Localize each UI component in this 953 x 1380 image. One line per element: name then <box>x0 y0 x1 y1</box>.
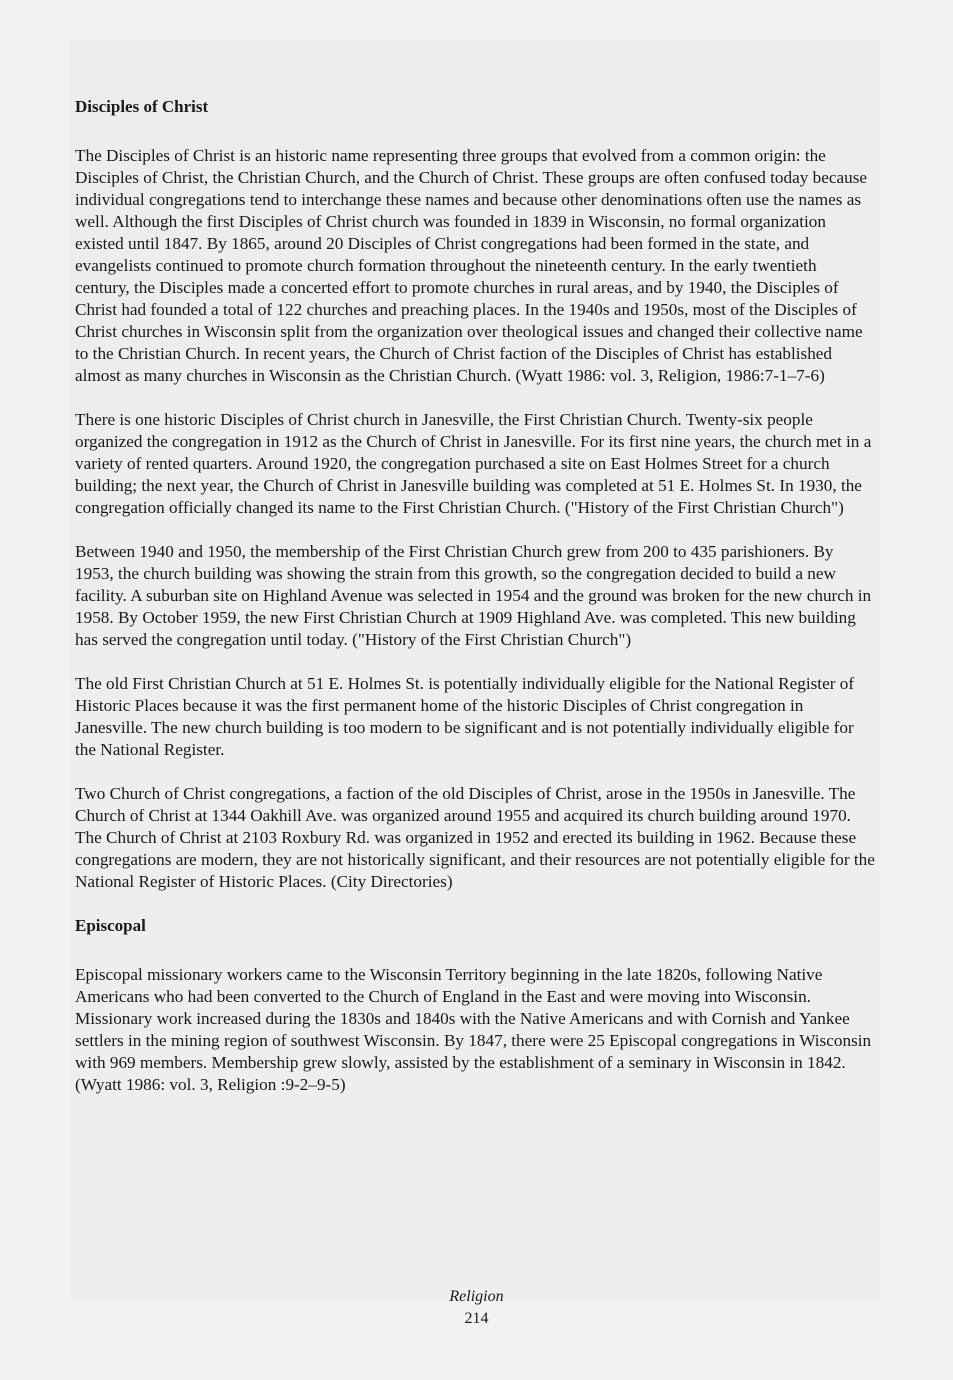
paragraph-disciples-origin: The Disciples of Christ is an historic name representing three groups that evolved from a common origin: the Disciples of Christ, the Christian Church, and the Church of Christ. These groups are often confused today because individual congregations tend to interchange these names and because other denominations often use the names as well. Although the first Disciples of Christ church was founded in 1839 in Wisconsin, no formal organization existed until 1847. By 1865, around 20 Disciples of Christ congregations had been formed in the state, and evangelists continued to promote church formation throughout the nineteenth century. In the early twentieth century, the Disciples made a concerted effort to promote churches in rural areas, and by 1940, the Disciples of Christ had founded a total of 122 churches and preaching places. In the 1940s and 1950s, most of the Disciples of Christ churches in Wisconsin split from the organization over theological issues and changed their collective name to the Christian Church. In recent years, the Church of Christ faction of the Disciples of Christ has established almost as many churches in Wisconsin as the Christian Church. (Wyatt 1986: vol. 3, Religion, 1986:7-1–7-6) <box>75 146 868 385</box>
page-body <box>75 96 875 1118</box>
footer-section-title: Religion <box>449 1288 504 1305</box>
section-heading-episcopal: Episcopal <box>75 916 146 935</box>
paragraph-membership-growth: Between 1940 and 1950, the membership of the First Christian Church grew from 200 to 435 parishioners. By 1953, the church building was showing the strain from this growth, so the congregation decided to build a new facility. A suburban site on Highland Avenue was selected in 1954 and the ground was broken for the new church in 1958. By October 1959, the new First Christian Church at 1909 Highland Ave. was completed. This new building has served the congregation until today. ("History of the First Christian Church") <box>75 542 872 649</box>
section-heading-disciples-of-christ: Disciples of Christ <box>75 97 209 116</box>
paragraph-church-of-christ-congregations: Two Church of Christ congregations, a faction of the old Disciples of Christ, arose in the 1950s in Janesville. The Church of Christ at 1344 Oakhill Ave. was organized around 1955 and acquired its church building around 1970. The Church of Christ at 2103 Roxbury Rd. was organized in 1952 and erected its building in 1962. Because these congregations are modern, they are not historically significant, and their resources are not potentially eligible for the National Register of Historic Places. (City Directories) <box>75 784 875 891</box>
page-number: 214 <box>464 1310 489 1327</box>
page-footer <box>0 1286 953 1330</box>
paragraph-eligibility: The old First Christian Church at 51 E. Holmes St. is potentially individually eligible for the National Register of Historic Places because it was the first permanent home of the historic Disciples of Christ congregation in Janesville. The new church building is too modern to be significant and is not potentially individually eligible for the National Register. <box>75 674 855 759</box>
paragraph-first-christian-church: There is one historic Disciples of Christ church in Janesville, the First Christian Church. Twenty-six people organized the congregation in 1912 as the Church of Christ in Janesville. For its first nine years, the church met in a variety of rented quarters. Around 1920, the congregation purchased a site on East Holmes Street for a church building; the next year, the Church of Christ in Janesville building was completed at 51 E. Holmes St. In 1930, the congregation officially changed its name to the First Christian Church. ("History of the First Christian Church") <box>75 410 872 517</box>
paragraph-episcopal-missionaries: Episcopal missionary workers came to the Wisconsin Territory beginning in the late 1820s, following Native Americans who had been converted to the Church of England in the East and were moving into Wisconsin. Missionary work increased during the 1830s and 1840s with the Native Americans and with Cornish and Yankee settlers in the mining region of southwest Wisconsin. By 1847, there were 25 Episcopal congregations in Wisconsin with 969 members. Membership grew slowly, assisted by the establishment of a seminary in Wisconsin in 1842. (Wyatt 1986: vol. 3, Religion :9-2–9-5) <box>75 965 872 1094</box>
